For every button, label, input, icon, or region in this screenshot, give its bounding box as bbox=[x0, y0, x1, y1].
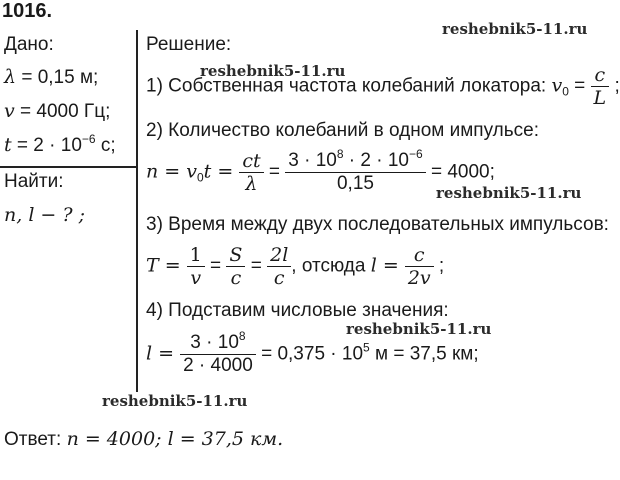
step2-lhs: n = v bbox=[146, 160, 197, 183]
step2-result: = 4000; bbox=[425, 161, 495, 183]
step3-f1-den: v bbox=[187, 266, 205, 289]
given-var: λ bbox=[4, 66, 17, 88]
problem-number: 1016. bbox=[2, 0, 53, 22]
step4-text: 4) Подставим числовые значения: bbox=[146, 300, 449, 321]
answer-expression: n = 4000; l = 37,5 км. bbox=[66, 428, 284, 450]
step3-f2-den: c bbox=[226, 266, 245, 289]
step3-fraction-1 bbox=[187, 244, 205, 289]
step1-frac-den: L bbox=[591, 86, 610, 109]
step1-frac-num: c bbox=[594, 64, 606, 86]
step2-f2-exp1: 8 bbox=[336, 147, 344, 161]
step2-f1-den: λ bbox=[239, 172, 263, 195]
given-exponent: −6 bbox=[81, 132, 96, 146]
step2-fraction-2 bbox=[285, 147, 425, 195]
given-unit: с; bbox=[95, 135, 116, 156]
step3-end: ; bbox=[433, 255, 445, 277]
step4-num bbox=[180, 329, 256, 354]
step2-formula bbox=[146, 147, 495, 195]
step1-sub: 0 bbox=[562, 84, 569, 99]
step3-fraction-3 bbox=[267, 244, 291, 289]
solution-label: Решение: bbox=[146, 34, 232, 55]
step3-lhs: T = bbox=[146, 254, 187, 277]
watermark: reshebnik5-11.ru bbox=[346, 320, 492, 338]
step3-f3-den: c bbox=[267, 266, 291, 289]
given-value: = 0,15 м; bbox=[16, 67, 99, 88]
step4-mid-exp: 5 bbox=[363, 340, 370, 355]
step3-f4-num: c bbox=[413, 244, 425, 266]
given-label: Дано: bbox=[4, 34, 54, 55]
answer bbox=[4, 428, 283, 451]
step1-eq: = bbox=[568, 75, 591, 97]
watermark: reshebnik5-11.ru bbox=[102, 392, 248, 410]
step3-fraction-4 bbox=[405, 244, 434, 289]
step2-f2-den: 0,15 bbox=[285, 172, 425, 195]
given-lambda bbox=[4, 66, 98, 89]
step4-lhs: l = bbox=[146, 342, 181, 365]
step3-fraction-2 bbox=[226, 244, 245, 289]
given-divider-horizontal bbox=[0, 166, 136, 168]
step2-f2-num-a: 3 · 10 bbox=[288, 150, 337, 171]
step1-lhs: v bbox=[551, 74, 563, 97]
step3-text: 3) Время между двух последовательных импульсов: bbox=[146, 214, 609, 235]
step4-formula bbox=[146, 329, 479, 377]
step1-fraction bbox=[591, 64, 610, 109]
step3-f3-num: 2l bbox=[270, 244, 289, 266]
step2-eq2: = bbox=[263, 161, 286, 183]
step1-end: ; bbox=[609, 75, 620, 97]
step2-f2-exp2: −6 bbox=[409, 147, 423, 161]
answer-label: Ответ: bbox=[4, 429, 67, 450]
step3-f4-den: 2v bbox=[405, 266, 434, 289]
step2-fraction-1 bbox=[239, 150, 263, 195]
given-var: t bbox=[4, 134, 12, 156]
step4-fraction bbox=[180, 329, 256, 377]
step3-f2-num: S bbox=[229, 244, 243, 266]
step1 bbox=[146, 64, 620, 109]
step3-f1-num: 1 bbox=[189, 244, 202, 266]
step4-tail: м = 37,5 км; bbox=[369, 343, 479, 365]
find-label: Найти: bbox=[4, 171, 64, 192]
step2-f1-num: ct bbox=[242, 150, 261, 172]
step4-mid: = 0,375 · 10 bbox=[255, 343, 364, 365]
step2-lhs-tail: t = bbox=[203, 160, 240, 183]
step3-formula: T = $\frac{1}{v}$ = $\frac{S}{c}$ = $\frac{2l}{c}$ , отсюда l = $\frac{c}{2v}$ ; bbox=[146, 244, 445, 289]
watermark: reshebnik5-11.ru bbox=[442, 20, 588, 38]
given-value: = 2 · 10 bbox=[11, 135, 82, 156]
step4-num-exp: 8 bbox=[238, 329, 246, 343]
given-time bbox=[4, 134, 116, 157]
step2-sub: 0 bbox=[196, 170, 204, 185]
step2-f2-num bbox=[285, 147, 425, 172]
step3-rhs-lhs: l = bbox=[370, 254, 405, 277]
given-divider-vertical bbox=[136, 30, 138, 392]
step4-num-a: 3 · 10 bbox=[190, 332, 239, 353]
given-frequency bbox=[4, 100, 110, 123]
watermark: reshebnik5-11.ru bbox=[200, 62, 346, 80]
step3-mid: , отсюда bbox=[291, 255, 371, 277]
step4-den: 2 · 4000 bbox=[180, 354, 256, 377]
given-value: = 4000 Гц; bbox=[14, 101, 111, 122]
watermark: reshebnik5-11.ru bbox=[436, 184, 582, 202]
step2-f2-num-b: · 2 · 10 bbox=[343, 150, 410, 171]
find-expression: n, l − ? ; bbox=[4, 204, 86, 226]
step2-text: 2) Количество колебаний в одном импульсе: bbox=[146, 120, 539, 141]
step1-text: 1) Собственная частота колебаний локатора: bbox=[146, 75, 552, 97]
given-var: v bbox=[4, 100, 15, 122]
